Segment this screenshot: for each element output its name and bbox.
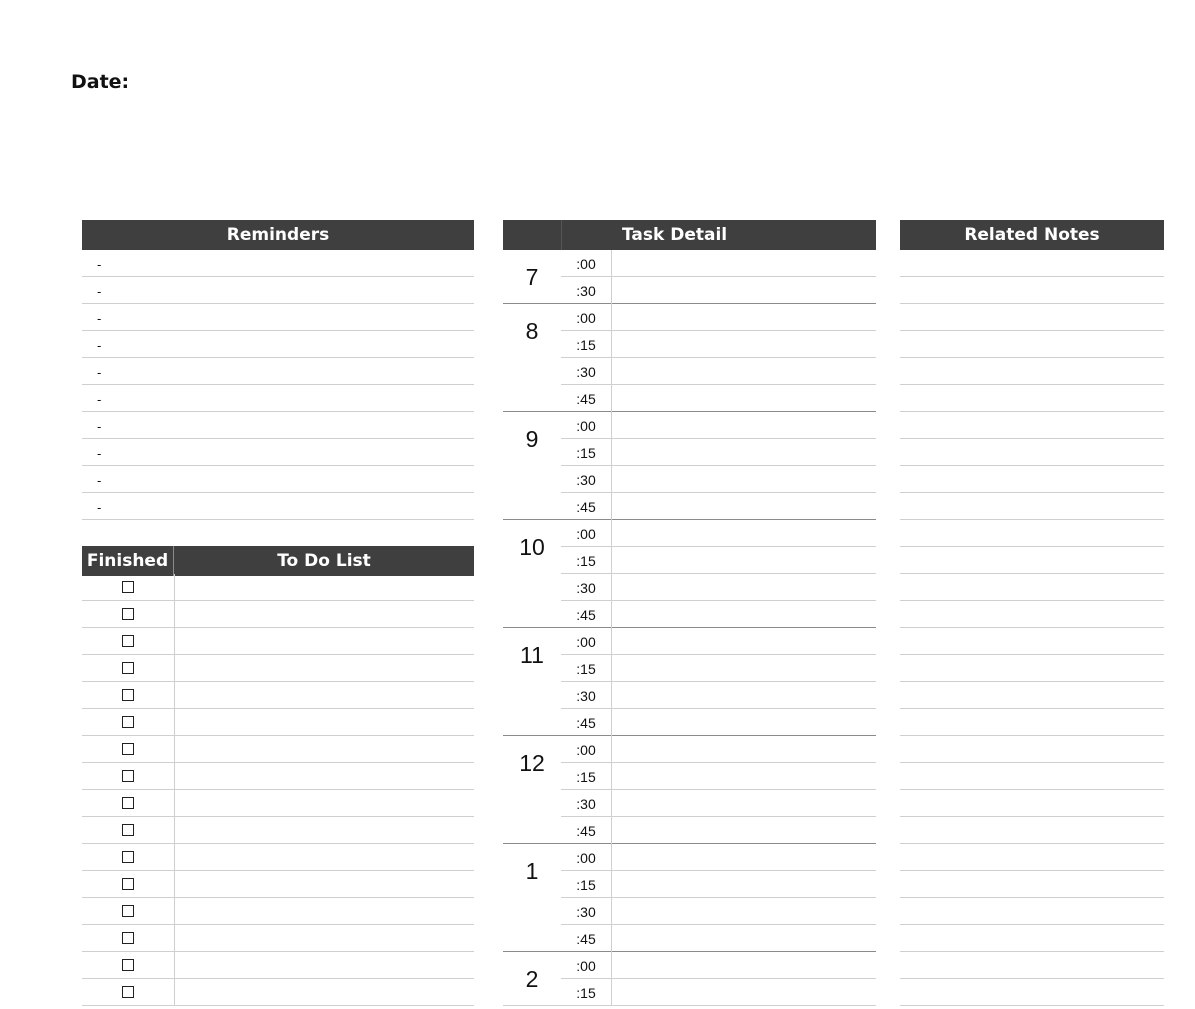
checkbox-icon[interactable] [122, 662, 134, 674]
reminder-row[interactable] [82, 412, 474, 439]
reminder-bullet: - [97, 284, 102, 299]
checkbox-icon[interactable] [122, 878, 134, 890]
time-slot [561, 790, 876, 817]
hour-label: 1 [525, 857, 539, 884]
reminder-bullet: - [97, 365, 102, 380]
minute-label: :45 [561, 925, 612, 952]
finished-header-label: Finished [82, 546, 174, 576]
hour-label: 11 [520, 641, 544, 668]
reminders-header [82, 220, 474, 250]
note-row[interactable] [900, 979, 1164, 1006]
reminder-row[interactable] [82, 304, 474, 331]
finished-cell [82, 628, 175, 654]
time-slot [561, 358, 876, 385]
minute-label: :30 [561, 574, 612, 601]
minute-label: :00 [561, 520, 612, 547]
minute-label: :00 [561, 844, 612, 871]
note-row[interactable] [900, 250, 1164, 277]
todo-row[interactable] [82, 628, 474, 655]
minute-label: :00 [561, 304, 612, 331]
todo-row[interactable] [82, 655, 474, 682]
time-slot [561, 844, 876, 871]
hour-label: 10 [519, 533, 545, 560]
reminder-row[interactable] [82, 250, 474, 277]
reminder-bullet: - [97, 446, 102, 461]
finished-cell [82, 817, 175, 843]
minute-label: :00 [561, 412, 612, 439]
checkbox-icon[interactable] [122, 716, 134, 728]
checkbox-icon[interactable] [122, 797, 134, 809]
task-detail-cell[interactable] [612, 736, 876, 763]
hour-block [503, 250, 876, 304]
hour-block [503, 952, 876, 1006]
task-detail-cell[interactable] [612, 277, 876, 304]
note-row[interactable] [900, 628, 1164, 655]
minute-label: :15 [561, 871, 612, 898]
task-detail-cell[interactable] [612, 547, 876, 574]
checkbox-icon[interactable] [122, 932, 134, 944]
task-detail-cell[interactable] [612, 871, 876, 898]
minute-label: :00 [561, 736, 612, 763]
checkbox-icon[interactable] [122, 905, 134, 917]
todo-row[interactable] [82, 574, 474, 601]
task-detail-cell[interactable] [612, 682, 876, 709]
todo-row[interactable] [82, 682, 474, 709]
minute-label: :45 [561, 493, 612, 520]
note-row[interactable] [900, 763, 1164, 790]
checkbox-icon[interactable] [122, 851, 134, 863]
reminder-bullet: - [97, 392, 102, 407]
note-row[interactable] [900, 844, 1164, 871]
note-row[interactable] [900, 925, 1164, 952]
time-slot [561, 412, 876, 439]
hour-block [503, 304, 876, 412]
note-row[interactable] [900, 871, 1164, 898]
task-detail-cell[interactable] [612, 520, 876, 547]
finished-cell [82, 574, 175, 600]
task-detail-cell[interactable] [612, 466, 876, 493]
note-row[interactable] [900, 790, 1164, 817]
task-detail-header [503, 220, 876, 250]
hour-label: 8 [525, 317, 539, 344]
time-slot [561, 952, 876, 979]
minute-label: :30 [561, 466, 612, 493]
finished-cell [82, 979, 175, 1005]
todo-row[interactable] [82, 871, 474, 898]
note-row[interactable] [900, 520, 1164, 547]
hour-label: 9 [525, 425, 539, 452]
todo-row[interactable] [82, 844, 474, 871]
reminder-bullet: - [97, 257, 102, 272]
time-slot [561, 466, 876, 493]
finished-cell [82, 844, 175, 870]
note-row[interactable] [900, 385, 1164, 412]
time-slot [561, 898, 876, 925]
time-slot [561, 277, 876, 304]
time-slot [561, 304, 876, 331]
task-detail-cell[interactable] [612, 790, 876, 817]
hour-block [503, 844, 876, 952]
time-slot [561, 871, 876, 898]
task-detail-cell[interactable] [612, 925, 876, 952]
minute-label: :15 [561, 331, 612, 358]
note-row[interactable] [900, 655, 1164, 682]
reminder-row[interactable] [82, 331, 474, 358]
note-row[interactable] [900, 493, 1164, 520]
time-slot [561, 817, 876, 844]
related-notes-header-label: Related Notes [964, 225, 1100, 245]
hour-block [503, 628, 876, 736]
note-row[interactable] [900, 547, 1164, 574]
note-row[interactable] [900, 709, 1164, 736]
checkbox-icon[interactable] [122, 608, 134, 620]
task-detail-cell[interactable] [612, 304, 876, 331]
finished-cell [82, 655, 175, 681]
task-detail-cell[interactable] [612, 574, 876, 601]
checkbox-icon[interactable] [122, 986, 134, 998]
note-row[interactable] [900, 304, 1164, 331]
time-slot [561, 439, 876, 466]
minute-label: :00 [561, 250, 612, 277]
todo-row[interactable] [82, 790, 474, 817]
finished-cell [82, 763, 175, 789]
task-detail-cell[interactable] [612, 385, 876, 412]
reminder-row[interactable] [82, 385, 474, 412]
finished-cell [82, 601, 175, 627]
task-detail-cell[interactable] [612, 898, 876, 925]
note-row[interactable] [900, 412, 1164, 439]
note-row[interactable] [900, 358, 1164, 385]
checkbox-icon[interactable] [122, 824, 134, 836]
task-detail-cell[interactable] [612, 655, 876, 682]
time-slot [561, 979, 876, 1006]
task-detail-cell[interactable] [612, 844, 876, 871]
reminder-bullet: - [97, 311, 102, 326]
minute-label: :15 [561, 655, 612, 682]
reminders-header-label: Reminders [226, 225, 330, 245]
note-row[interactable] [900, 736, 1164, 763]
note-row[interactable] [900, 574, 1164, 601]
reminder-bullet: - [97, 473, 102, 488]
minute-label: :45 [561, 385, 612, 412]
finished-cell [82, 736, 175, 762]
task-detail-cell[interactable] [612, 763, 876, 790]
reminder-bullet: - [97, 338, 102, 353]
checkbox-icon[interactable] [122, 689, 134, 701]
time-slot [561, 520, 876, 547]
reminder-row[interactable] [82, 439, 474, 466]
minute-label: :00 [561, 628, 612, 655]
todo-row[interactable] [82, 952, 474, 979]
minute-label: :15 [561, 763, 612, 790]
todo-row[interactable] [82, 817, 474, 844]
minute-label: :15 [561, 979, 612, 1006]
todo-row[interactable] [82, 736, 474, 763]
task-detail-cell[interactable] [612, 358, 876, 385]
task-detail-cell[interactable] [612, 979, 876, 1006]
note-row[interactable] [900, 898, 1164, 925]
task-detail-header-label: Task Detail [622, 225, 728, 245]
checkbox-icon[interactable] [122, 743, 134, 755]
hour-label: 7 [525, 263, 539, 290]
date-label: Date: [71, 71, 130, 93]
related-notes-header [900, 220, 1164, 250]
reminder-row[interactable] [82, 466, 474, 493]
todo-header-label: To Do List [277, 551, 371, 571]
minute-label: :45 [561, 709, 612, 736]
note-row[interactable] [900, 277, 1164, 304]
time-slot [561, 574, 876, 601]
time-slot [561, 709, 876, 736]
hour-label: 12 [519, 749, 545, 776]
hour-block [503, 736, 876, 844]
time-slot [561, 655, 876, 682]
reminder-bullet: - [97, 419, 102, 434]
finished-cell [82, 898, 175, 924]
checkbox-icon[interactable] [122, 770, 134, 782]
time-slot [561, 547, 876, 574]
hour-col-header [503, 220, 561, 250]
note-row[interactable] [900, 952, 1164, 979]
checkbox-icon[interactable] [122, 959, 134, 971]
todo-row[interactable] [82, 709, 474, 736]
checkbox-icon[interactable] [122, 581, 134, 593]
todo-row[interactable] [82, 898, 474, 925]
hour-block [503, 412, 876, 520]
time-slot [561, 682, 876, 709]
minute-label: :15 [561, 547, 612, 574]
note-row[interactable] [900, 817, 1164, 844]
task-detail-cell[interactable] [612, 601, 876, 628]
finished-cell [82, 952, 175, 978]
time-slot [561, 331, 876, 358]
finished-cell [82, 871, 175, 897]
task-detail-cell[interactable] [612, 709, 876, 736]
reminder-row[interactable] [82, 358, 474, 385]
finished-cell [82, 790, 175, 816]
todo-row[interactable] [82, 763, 474, 790]
note-row[interactable] [900, 439, 1164, 466]
note-row[interactable] [900, 601, 1164, 628]
time-slot [561, 601, 876, 628]
time-slot [561, 250, 876, 277]
checkbox-icon[interactable] [122, 635, 134, 647]
reminder-row[interactable] [82, 493, 474, 520]
minute-label: :45 [561, 817, 612, 844]
minute-label: :30 [561, 682, 612, 709]
hour-block [503, 520, 876, 628]
reminder-row[interactable] [82, 277, 474, 304]
task-detail-cell[interactable] [612, 439, 876, 466]
hour-label: 2 [525, 965, 539, 992]
finished-cell [82, 925, 175, 951]
todo-header [82, 546, 474, 576]
note-row[interactable] [900, 331, 1164, 358]
minute-col-header [561, 220, 612, 250]
minute-label: :30 [561, 277, 612, 304]
minute-label: :15 [561, 439, 612, 466]
task-detail-cell[interactable] [612, 817, 876, 844]
time-slot [561, 736, 876, 763]
todo-row[interactable] [82, 601, 474, 628]
task-detail-cell[interactable] [612, 250, 876, 277]
time-slot [561, 763, 876, 790]
note-row[interactable] [900, 466, 1164, 493]
note-row[interactable] [900, 682, 1164, 709]
task-detail-cell[interactable] [612, 493, 876, 520]
time-slot [561, 493, 876, 520]
finished-cell [82, 682, 175, 708]
minute-label: :30 [561, 790, 612, 817]
reminder-bullet: - [97, 500, 102, 515]
todo-row[interactable] [82, 979, 474, 1006]
finished-cell [82, 709, 175, 735]
task-detail-cell[interactable] [612, 331, 876, 358]
time-slot [561, 385, 876, 412]
task-detail-cell[interactable] [612, 952, 876, 979]
todo-row[interactable] [82, 925, 474, 952]
minute-label: :45 [561, 601, 612, 628]
time-slot [561, 925, 876, 952]
minute-label: :30 [561, 358, 612, 385]
task-detail-cell[interactable] [612, 412, 876, 439]
time-slot [561, 628, 876, 655]
minute-label: :30 [561, 898, 612, 925]
minute-label: :00 [561, 952, 612, 979]
task-detail-cell[interactable] [612, 628, 876, 655]
